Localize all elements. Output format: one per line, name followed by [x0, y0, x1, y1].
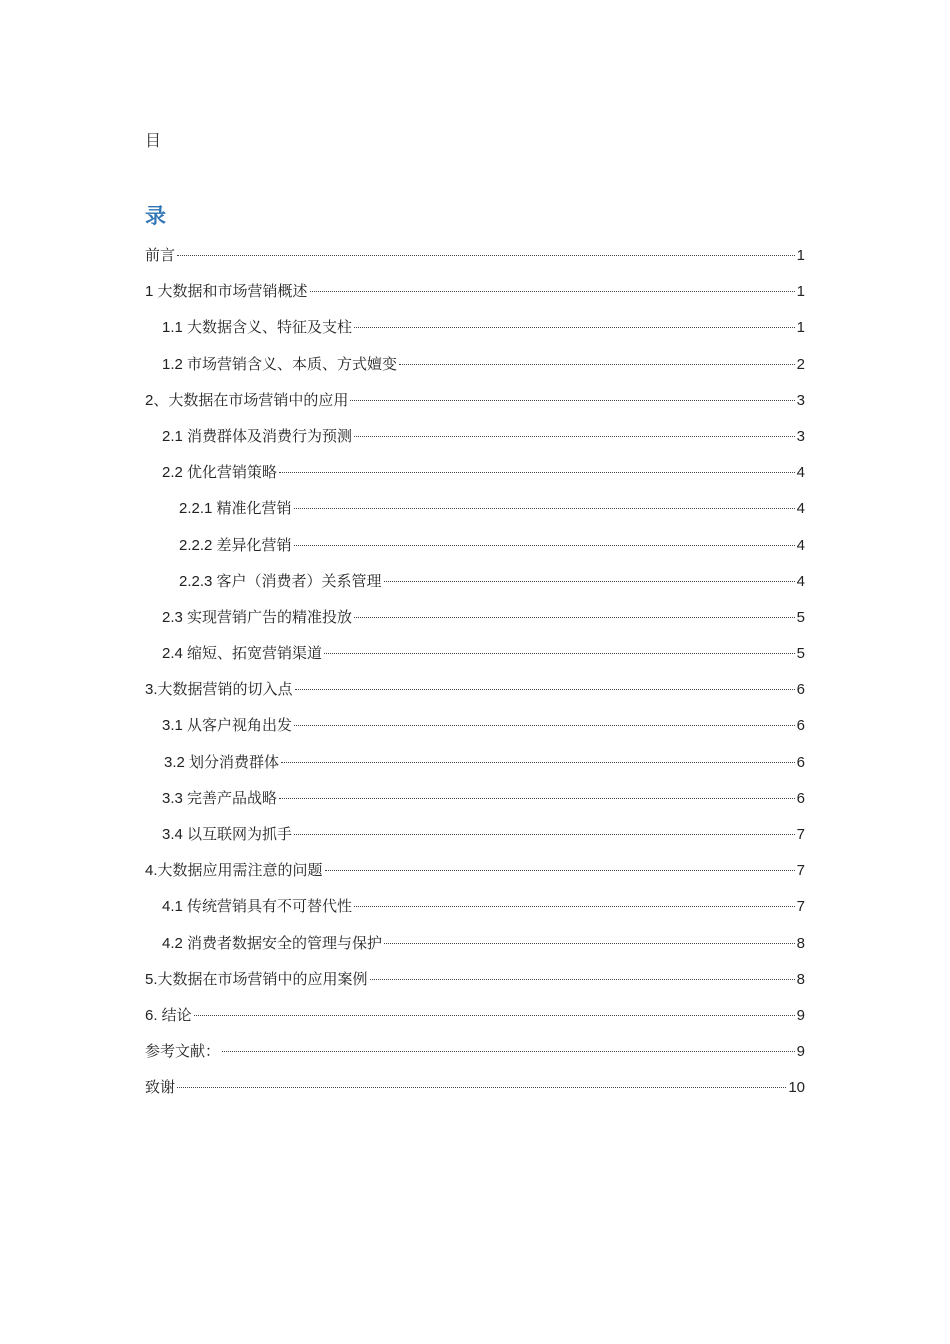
toc-dot-leader [384, 581, 795, 582]
toc-heading-first-char: 目 [145, 133, 162, 150]
toc-dot-leader [294, 545, 795, 546]
toc-entry[interactable] [145, 714, 805, 750]
toc-entry-label: 2.3 实现营销广告的精准投放 [162, 608, 353, 626]
toc-entry-page: 3 [796, 391, 805, 409]
toc-entry-label: 2.1 消费群体及消费行为预测 [162, 427, 353, 445]
toc-entry-label: 1.2 市场营销含义、本质、方式嬗变 [162, 355, 398, 373]
toc-dot-leader [310, 291, 795, 292]
toc-entry-label: 1.1 大数据含义、特征及支柱 [162, 319, 353, 337]
toc-entry-page: 9 [796, 1006, 805, 1024]
toc-dot-leader [279, 798, 795, 799]
toc-entry-page: 1 [796, 247, 805, 264]
toc-entry[interactable] [145, 823, 805, 859]
toc-entry[interactable] [145, 968, 805, 1004]
toc-entry-page: 8 [796, 934, 805, 952]
toc-dot-leader [177, 1087, 786, 1088]
toc-dot-leader [399, 364, 795, 365]
toc-entry-label: 5.大数据在市场营销中的应用案例 [145, 970, 368, 988]
toc-entry-label: 1 大数据和市场营销概述 [145, 283, 308, 301]
toc-entry[interactable] [145, 787, 805, 823]
toc-entry-page: 6 [796, 681, 805, 699]
toc-entry-label: 3.3 完善产品战略 [162, 789, 278, 807]
toc-entry-label: 参考文献： [145, 1043, 221, 1061]
toc-dot-leader [294, 834, 795, 835]
toc-entry-page: 4 [796, 500, 805, 518]
toc-dot-leader [325, 870, 795, 871]
toc-entry[interactable] [145, 280, 805, 316]
toc-entry[interactable] [145, 353, 805, 389]
toc-entry[interactable] [145, 244, 805, 280]
toc-dot-leader [354, 617, 795, 618]
toc-entry-page: 4 [796, 536, 805, 554]
toc-entry[interactable] [145, 859, 805, 895]
toc-dot-leader [194, 1015, 795, 1016]
toc-entry-label: 2.4 缩短、拓宽营销渠道 [162, 645, 323, 663]
toc-dot-leader [324, 653, 795, 654]
toc-entry[interactable] [145, 932, 805, 968]
toc-entry-page: 6 [796, 753, 805, 771]
toc-entry[interactable] [145, 1040, 805, 1076]
toc-entry-label: 3.2 划分消费群体 [164, 753, 280, 771]
toc-entry-label: 致谢 [145, 1079, 176, 1097]
toc-entry-label: 前言 [145, 247, 176, 264]
toc-entry-page: 5 [796, 645, 805, 663]
toc-dot-leader [354, 906, 795, 907]
toc-entry-page: 1 [796, 319, 805, 337]
toc-dot-leader [281, 762, 795, 763]
toc-dot-leader [294, 725, 795, 726]
toc-entry-label: 2、大数据在市场营销中的应用 [145, 391, 349, 409]
toc-dot-leader [295, 689, 795, 690]
toc-entry-label: 3.1 从客户视角出发 [162, 717, 293, 735]
toc-entry[interactable] [145, 642, 805, 678]
toc-entry[interactable] [145, 316, 805, 352]
toc-heading-second-char: 录 [145, 205, 166, 228]
toc-entry-page: 8 [796, 970, 805, 988]
toc-entry-page: 7 [796, 898, 805, 916]
toc-entry[interactable] [145, 678, 805, 714]
toc-entry-page: 4 [796, 572, 805, 590]
toc-dot-leader [350, 400, 794, 401]
toc-entry[interactable] [145, 534, 805, 570]
toc-entry[interactable] [145, 425, 805, 461]
toc-entry-page: 6 [796, 789, 805, 807]
toc-entry-label: 6. 结论 [145, 1006, 192, 1024]
toc-dot-leader [354, 327, 795, 328]
toc-entry-page: 7 [796, 862, 805, 880]
toc-entry[interactable] [145, 1004, 805, 1040]
toc-entry-page: 7 [796, 826, 805, 843]
toc-entry[interactable] [145, 606, 805, 642]
toc-dot-leader [294, 508, 795, 509]
toc-entry-page: 2 [796, 355, 805, 373]
toc-entry-page: 10 [788, 1079, 805, 1097]
toc-entry-label: 4.大数据应用需注意的问题 [145, 862, 323, 880]
toc-entry-label: 2.2.3 客户（消费者）关系管理 [179, 572, 382, 590]
toc-dot-leader [222, 1051, 795, 1052]
toc-entry-label: 2.2.2 差异化营销 [179, 536, 292, 554]
toc-entry-page: 3 [796, 427, 805, 445]
toc-entry[interactable] [145, 751, 805, 787]
toc-entry-label: 3.4 以互联网为抓手 [162, 826, 293, 843]
toc-entry[interactable] [145, 570, 805, 606]
toc-entry[interactable] [145, 389, 805, 425]
toc-entry-label: 4.1 传统营销具有不可替代性 [162, 898, 353, 916]
toc-dot-leader [177, 255, 795, 256]
toc-entry[interactable] [145, 461, 805, 497]
toc-entry[interactable] [145, 895, 805, 931]
toc-dot-leader [370, 979, 795, 980]
toc-entry-page: 9 [796, 1043, 805, 1061]
toc-entry-page: 1 [796, 283, 805, 301]
toc-entry[interactable] [145, 497, 805, 533]
toc-entry-page: 6 [796, 717, 805, 735]
table-of-contents [145, 244, 805, 1113]
toc-entry-label: 3.大数据营销的切入点 [145, 681, 293, 699]
toc-dot-leader [384, 943, 795, 944]
toc-entry-page: 4 [796, 464, 805, 482]
toc-entry-page: 5 [796, 608, 805, 626]
toc-entry-label: 2.2.1 精准化营销 [179, 500, 292, 518]
toc-entry-label: 4.2 消费者数据安全的管理与保护 [162, 934, 383, 952]
toc-entry[interactable] [145, 1076, 805, 1112]
toc-entry-label: 2.2 优化营销策略 [162, 464, 278, 482]
toc-dot-leader [279, 472, 795, 473]
toc-dot-leader [354, 436, 795, 437]
